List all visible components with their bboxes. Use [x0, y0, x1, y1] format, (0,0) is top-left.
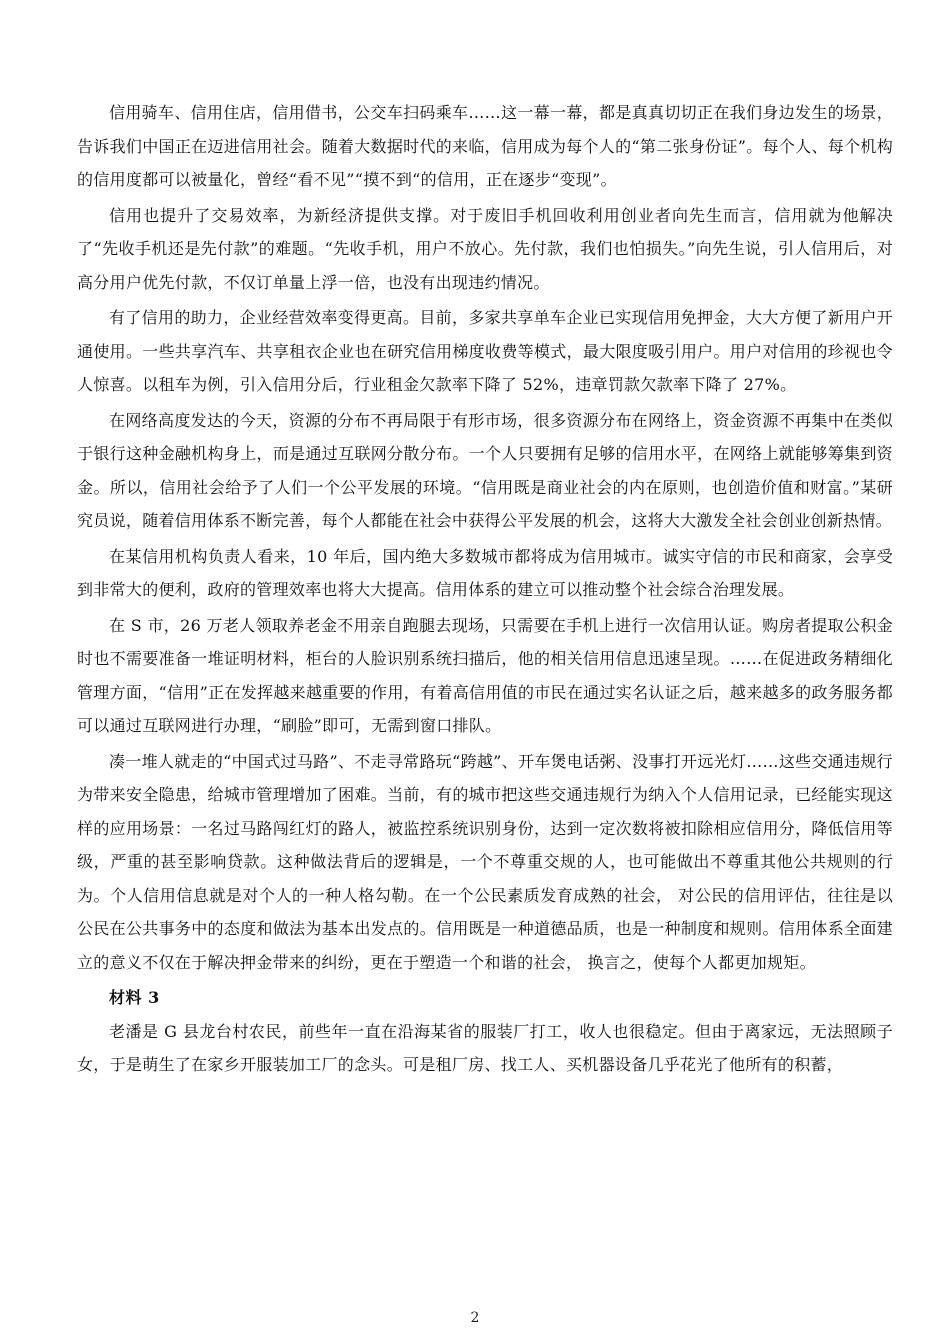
paragraph-traffic-violations: 凑一堆人就走的“中国式过马路”、不走寻常路玩“跨越”、开车煲电话粥、没事打开远光灯……这些交通违规行为带来安全隐患，给城市管理增加了困难。当前，有的城市把这些交通违规行为纳入个人信用记录，已经能实现这样的应用场景：一名过马路闯红灯的路人，被监控系统识别身份，达到一定次数将被扣除相应信用分，降低信用等级，严重的甚至影响贷款。这种做法背后的逻辑是，一个不尊重交规的人，也可能做出不尊重其他公共规则的行为。个人信用信息就是对个人的一种人格勾勒。在一个公民素质发育成熟的社会， 对公民的信用评估，往往是以公民在公共事务中的态度和做法为基本出发点的。信用既是一种道德品质，也是一种制度和规则。信用体系全面建立的意义不仅在于解决押金带来的纠纷，更在于塑造一个和谐的社会， 换言之，使每个人都更加规矩。: [77, 751, 893, 972]
paragraph-credit-cities: 在某信用机构负责人看来，10 年后，国内绝大多数城市都将成为信用城市。诚实守信的市民和商家，会享受到非常大的便利，政府的管理效率也将大大提高。信用体系的建立可以推动整个社会综合治理发展。: [77, 546, 893, 599]
paragraph-business-efficiency: 有了信用的助力，企业经营效率变得更高。目前，多家共享单车企业已实现信用免押金，大大方便了新用户开通使用。一些共享汽车、共享租衣企业也在研究信用梯度收费等模式，最大限度吸引用户。用户对信用的珍视也令人惊喜。以租车为例，引入信用分后，行业租金欠款率下降了 52%，违章罚款欠款率下降了 27%。: [77, 308, 893, 394]
paragraph-government-services: 在 S 市，26 万老人领取养老金不用亲自跑腿去现场，只需要在手机上进行一次信用认证。购房者提取公积金时也不需要准备一堆证明材料，柜台的人脸识别系统扫描后，他的相关信用信息迅速呈现。……在促进政务精细化管理方面，“信用”正在发挥越来越重要的作用，有着高信用值的市民在通过实名认证之后，越来越多的政务服务都可以通过互联网进行办理，“刷脸”即可，无需到窗口排队。: [77, 615, 893, 735]
paragraph-fair-environment: 在网络高度发达的今天，资源的分布不再局限于有形市场，很多资源分布在网络上，资金资源不再集中在类似于银行这种金融机构身上，而是通过互联网分散分布。一个人只要拥有足够的信用水平，在网络上就能够筹集到资金。所以，信用社会给予了人们一个公平发展的环境。“信用既是商业社会的内在原则，也创造价值和财富。”某研究员说，随着信用体系不断完善，每个人都能在社会中获得公平发展的机会，这将大大激发全社会创业创新热情。: [77, 410, 893, 530]
paragraph-lao-pan: 老潘是 G 县龙台村农民，前些年一直在沿海某省的服装厂打工，收人也很稳定。但由于离家远，无法照顾子女，于是萌生了在家乡开服装加工厂的念头。可是租厂房、找工人、买机器设备几乎花光了他所有的积蓄，: [77, 1021, 893, 1074]
document-body: [77, 96, 893, 1084]
paragraph-credit-scenes: 信用骑车、信用住店，信用借书，公交车扫码乘车……这一幕一幕，都是真真切切正在我们身边发生的场景，告诉我们中国正在迈进信用社会。随着大数据时代的来临，信用成为每个人的“第二张身份证”。每个人、每个机构的信用度都可以被量化，曾经“看不见”“摸不到“的信用，正在逐步“变现”。: [77, 103, 893, 189]
section-heading: 材料 3: [109, 988, 160, 1007]
page-number: 2: [470, 1310, 480, 1326]
paragraph-transaction-efficiency: 信用也提升了交易效率，为新经济提供支撑。对于废旧手机回收利用创业者向先生而言，信用就为他解决了“先收手机还是先付款”的难题。“先收手机，用户不放心。先付款，我们也怕损失。”向先生说，引人信用后，对高分用户优先付款，不仅订单量上浮一倍，也没有出现违约情况。: [77, 205, 893, 292]
